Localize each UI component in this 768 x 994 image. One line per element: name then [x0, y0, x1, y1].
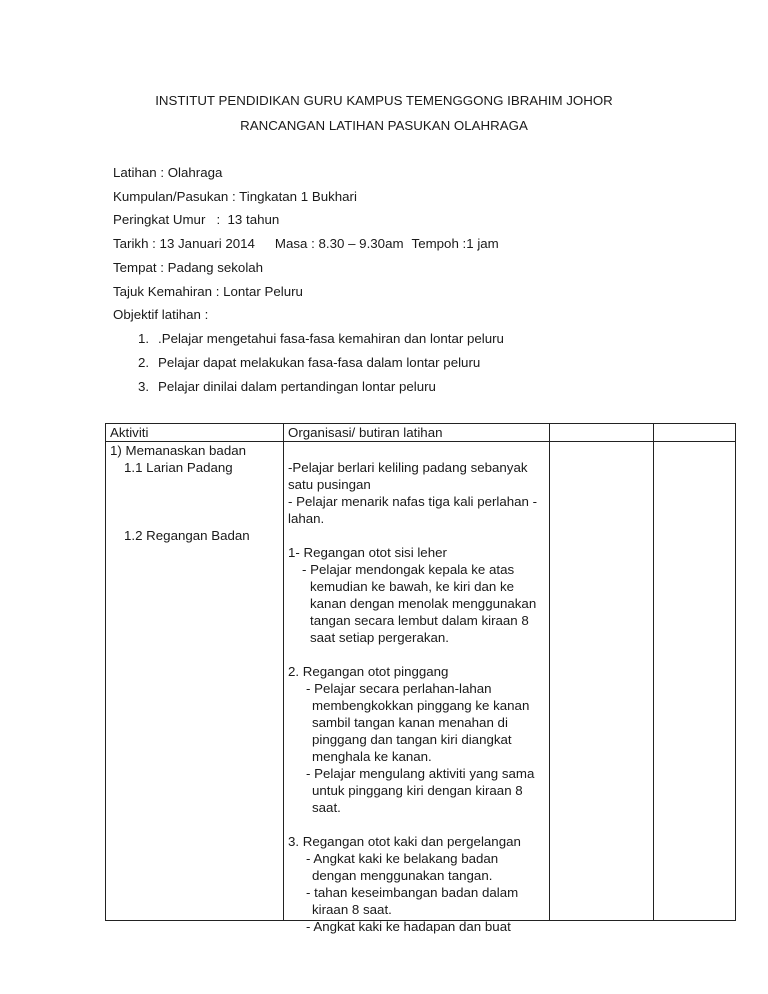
- text-line: - Pelajar mengulang aktiviti yang sama: [306, 766, 535, 781]
- institute-title: INSTITUT PENDIDIKAN GURU KAMPUS TEMENGGONG IBRAHIM JOHOR: [155, 93, 613, 108]
- objective-item: 1. .Pelajar mengetahui fasa-fasa kemahiran dan lontar peluru: [138, 331, 504, 346]
- header-col3: [550, 424, 654, 442]
- header-organisasi: Organisasi/ butiran latihan: [284, 424, 550, 442]
- text-line: pinggang dan tangan kiri diangkat: [312, 732, 512, 747]
- text-line: - Angkat kaki ke hadapan dan buat: [306, 919, 511, 934]
- text-line: menghala ke kanan.: [312, 749, 432, 764]
- stretch-title: 2. Regangan otot pinggang: [288, 664, 449, 679]
- header-aktiviti: Aktiviti: [106, 424, 284, 442]
- latihan-field: Latihan : Olahraga: [113, 165, 223, 180]
- stretch-title: 1- Regangan otot sisi leher: [288, 545, 447, 560]
- activity-item: 1.1 Larian Padang: [124, 460, 233, 475]
- plan-title: RANCANGAN LATIHAN PASUKAN OLAHRAGA: [240, 118, 528, 133]
- text-line: kemudian ke bawah, ke kiri dan ke: [310, 579, 514, 594]
- masa-field: Masa : 8.30 – 9.30am: [274, 236, 404, 251]
- objective-item: 3. Pelajar dinilai dalam pertandingan lontar peluru: [138, 379, 436, 394]
- text-line: saat.: [312, 800, 341, 815]
- date-time-row: [113, 236, 499, 251]
- empty-cell: [550, 442, 654, 921]
- objektif-label: Objektif latihan :: [113, 307, 209, 322]
- empty-cell: [654, 442, 736, 921]
- text-line: lahan.: [288, 511, 325, 526]
- tarikh-field: Tarikh : 13 Januari 2014: [113, 236, 255, 251]
- text-line: - tahan keseimbangan badan dalam: [306, 885, 519, 900]
- text-line: -Pelajar berlari keliling padang sebanyak: [288, 460, 528, 475]
- text-line: membengkokkan pinggang ke kanan: [312, 698, 530, 713]
- text-line: saat setiap pergerakan.: [310, 630, 449, 645]
- aktiviti-cell: [106, 442, 284, 921]
- header-col4: [654, 424, 736, 442]
- tempat-field: Tempat : Padang sekolah: [113, 260, 264, 275]
- text-line: satu pusingan: [288, 477, 371, 492]
- table-row: [106, 442, 736, 921]
- text-line: - Pelajar secara perlahan-lahan: [306, 681, 492, 696]
- text-line: kanan dengan menolak menggunakan: [310, 596, 537, 611]
- section-title: 1) Memanaskan badan: [110, 443, 247, 458]
- text-line: tangan secara lembut dalam kiraan 8: [310, 613, 529, 628]
- text-line: untuk pinggang kiri dengan kiraan 8: [312, 783, 523, 798]
- text-line: - Pelajar menarik nafas tiga kali perlahan -: [288, 494, 538, 509]
- text-line: - Angkat kaki ke belakang badan: [306, 851, 499, 866]
- training-plan-table: [105, 423, 736, 934]
- text-line: - Pelajar mendongak kepala ke atas: [302, 562, 515, 577]
- stretch-title: 3. Regangan otot kaki dan pergelangan: [288, 834, 521, 849]
- peringkat-field: Peringkat Umur : 13 tahun: [113, 212, 280, 227]
- kumpulan-field: Kumpulan/Pasukan : Tingkatan 1 Bukhari: [113, 189, 357, 204]
- text-line: dengan menggunakan tangan.: [312, 868, 493, 883]
- table-header-row: [106, 424, 736, 442]
- text-line: sambil tangan kanan menahan di: [312, 715, 508, 730]
- organisasi-cell: [284, 442, 550, 934]
- tajuk-field: Tajuk Kemahiran : Lontar Peluru: [113, 284, 303, 299]
- activity-item: 1.2 Regangan Badan: [124, 528, 250, 543]
- text-line: kiraan 8 saat.: [312, 902, 392, 917]
- tempoh-field: Tempoh :1 jam: [411, 236, 499, 251]
- objective-item: 2. Pelajar dapat melakukan fasa-fasa dalam lontar peluru: [138, 355, 481, 370]
